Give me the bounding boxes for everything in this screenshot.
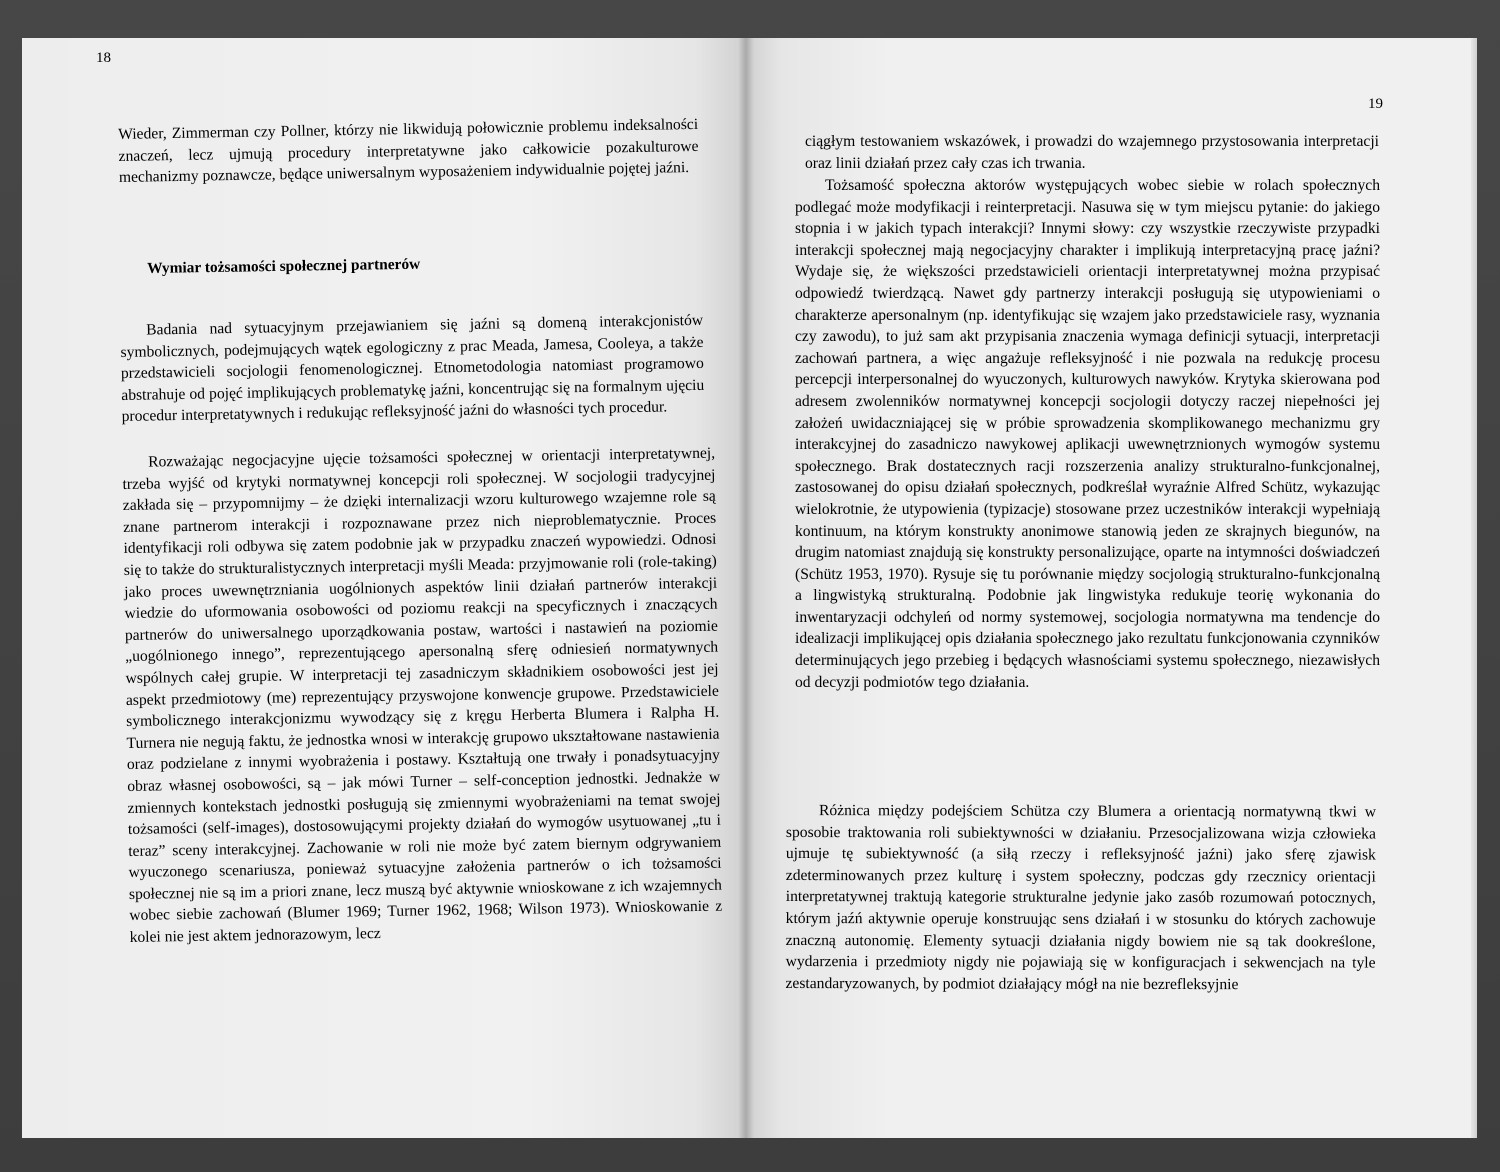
- book-gutter: [738, 38, 754, 1138]
- left-paragraph-2: Badania nad sytuacyjnym przejawianiem się jaźni są domeną interakcjonistów symbolicznych, podejmujących wątek egologiczny z prac Meada, Jamesa, Cooleya, a także przedstawicieli socjologii fenomenologicznej. Etnometodologia natomiast programowo abstrahuje od pojęć implikujących problematykę jaźni, koncentrując się na formalnym ujęciu procedur interpretatywnych i redukując refleksyjność jaźni do własności tych procedur.: [120, 311, 705, 426]
- section-heading: Wymiar tożsamości społecznej partnerów: [147, 255, 421, 277]
- page-number-right: 19: [1368, 96, 1383, 112]
- right-paragraph-2: Tożsamość społeczna aktorów występujących wobec siebie w rolach społecznych podlegać może modyfikacji i reinterpretacji. Nasuwa się w tym miejscu pytanie: do jakiego stopnia i w jakich typach interakcji? Innymi słowy: czy wszystkie rzeczywiste przypadki interakcji społecznej mają negocjacyjny charakter i implikują interpretacyjną pracę jaźni? Wydaje się, że większości przedstawicieli orientacji interpretatywnej można przypisać odpowiedź twierdzącą. Nawet gdy partnerzy interakcji posługują się utypowieniami o charakterze apersonalnym (np. identyfikując się wzajem jako przedstawiciele rasy, wyznania czy zawodu), to już sam akt przypisania znaczenia wymaga definicji sytuacji, interpretacji zachowań partnera, a więc angażuje refleksyjność i nie pozwala na redukcję procesu percepcji interpersonalnej do wyuczonych, kulturowych nawyków. Krytyka skierowana pod adresem zwolenników normatywnej koncepcji socjologii dotyczy raczej niepełności jej założeń uwidaczniającej się w próbie sprowadzenia skomplikowanego mechanizmu gry interakcyjnej do zasadniczo nawykowej aplikacji uwewnętrznionych wymogów systemu społecznego. Brak dostatecznych racji rozszerzenia analizy strukturalno-funkcjonalnej, zastosowanej do opisu działań społecznych, podkreślał wyraźnie Alfred Schütz, wykazując wielokrotnie, że utypowienia (typizacje) stosowane przez uczestników interakcji wypełniają kontinuum, na którym konstrukty anonimowe stanowią jeden ze skrajnych biegunów, na drugim natomiast znajdują się konstrukty personalizujące, oparte na intymności doświadczeń (Schütz 1953, 1970). Rysuje się tu porównanie między socjologią strukturalno-funkcjonalną a lingwistyką strukturalną. Podobnie jak lingwistyka redukuje teorię wykonania do inwentaryzacji odchyleń od normy systemowej, socjologia normatywna ma tendencje do idealizacji implikującej opis działania społecznego jako rezultatu funkcjonowania czynników determinujących jego przebieg i będących własnościami systemu społecznego, niezawisłych od decyzji podmiotów tego działania.: [795, 177, 1380, 691]
- right-paragraph-1: ciągłym testowaniem wskazówek, i prowadzi do wzajemnego przystosowania interpretacji oraz linii działań przez cały czas ich trwania.: [805, 133, 1379, 172]
- right-paragraph-3: Różnica między podejściem Schütza czy Blumera a orientacją normatywną tkwi w sposobie traktowania roli subiektywności w działaniu. Przesocjalizowana wizja człowieka ujmuje tę subiektywność (a siłą rzeczy i refleksyjność jaźni) jako sferę zjawisk zdeterminowanych przez kulturę i system społeczny, podczas gdy rzecznicy orientacji interpretatywnej traktują kategorie strukturalne jedynie jako zasób rozumowań potocznych, którym jaźń aktywnie operuje konstruując sens działań i w stosunku do których zachowuje znaczną autonomię. Elementy sytuacji działania nigdy bowiem nie są tak dookreślone, wydarzenia i przedmioty nigdy nie pojawiają się w konfiguracjach i sekwencjach na tyle zestandaryzowanych, by podmiot działający mógł na nie bezrefleksyjnie: [785, 802, 1376, 993]
- left-paragraph-1: Wieder, Zimmerman czy Pollner, którzy nie likwidują połowicznie problemu indeksalności znaczeń, lecz ujmują procedury interpretatywne jako całkowicie pozakulturowe mechanizmy poznawcze, będące uniwersalnym wyposażeniem indywidualnie pojętej jaźni.: [118, 115, 699, 187]
- left-paragraph-3: Rozważając negocjacyjne ujęcie tożsamości społecznej w orientacji interpretatywnej, trzeba wyjść od krytyki normatywnej koncepcji roli społecznej. W socjologii tradycyjnej zakłada się – przypomnijmy – że dzięki internalizacji wzoru kulturowego wzajemne role są znane partnerom interakcji i rozpoznawane przez nich nieproblematycznie. Proces identyfikacji roli odbywa się zatem podobnie jak w przypadku znaczeń wypowiedzi. Odnosi się to także do strukturalistycznych interpretacji myśli Meada: przyjmowanie roli (role-taking) jako proces uwewnętrzniania uogólnionych aspektów linii działań partnerów interakcji wiedzie do uformowania osobowości od poziomu reakcji na specyficznych i znaczących partnerów do uniwersalnego uporządkowania postaw, wartości i nastawień na poziomie „uogólnionego innego”, reprezentującego apersonalną sferę odniesień normatywnych wspólnych całej grupie. W interpretacji tej zasadniczym składnikiem osobowości jest jej aspekt przedmiotowy (me) reprezentujący przyswojone konwencje grupowe. Przedstawiciele symbolicznego interakcjonizmu wywodzący się z kręgu Herberta Blumera i Ralpha H. Turnera nie negują faktu, że jednostka wnosi w interakcję grupowo ukształtowane nastawienia oraz podzielane z innymi wyobrażenia i postawy. Kształtują one trwały i ponadsytuacyjny obraz własnej osobowości, są – jak mówi Turner – self-conception jednostki. Jednakże w zmiennych kontekstach jednostki posługują się zmiennymi wyobrażeniami na temat swojej tożsamości (self-images), dostosowującymi projekty działań do wymogów usytuowanej „tu i teraz” sceny interakcyjnej. Zachowanie w roli nie może być zatem biernym odgrywaniem wyuczonego scenariusza, ponieważ sytuacyjne założenia partnerów o ich tożsamości społecznej nie są im a priori znane, lecz muszą być aktywnie wnioskowane z ich wzajemnych wobec siebie zachowań (Blumer 1969; Turner 1962, 1968; Wilson 1973). Wnioskowanie z kolei nie jest aktem jednorazowym, lecz: [122, 444, 723, 947]
- page-edge: [1471, 38, 1477, 1138]
- page-number-left: 18: [96, 50, 111, 66]
